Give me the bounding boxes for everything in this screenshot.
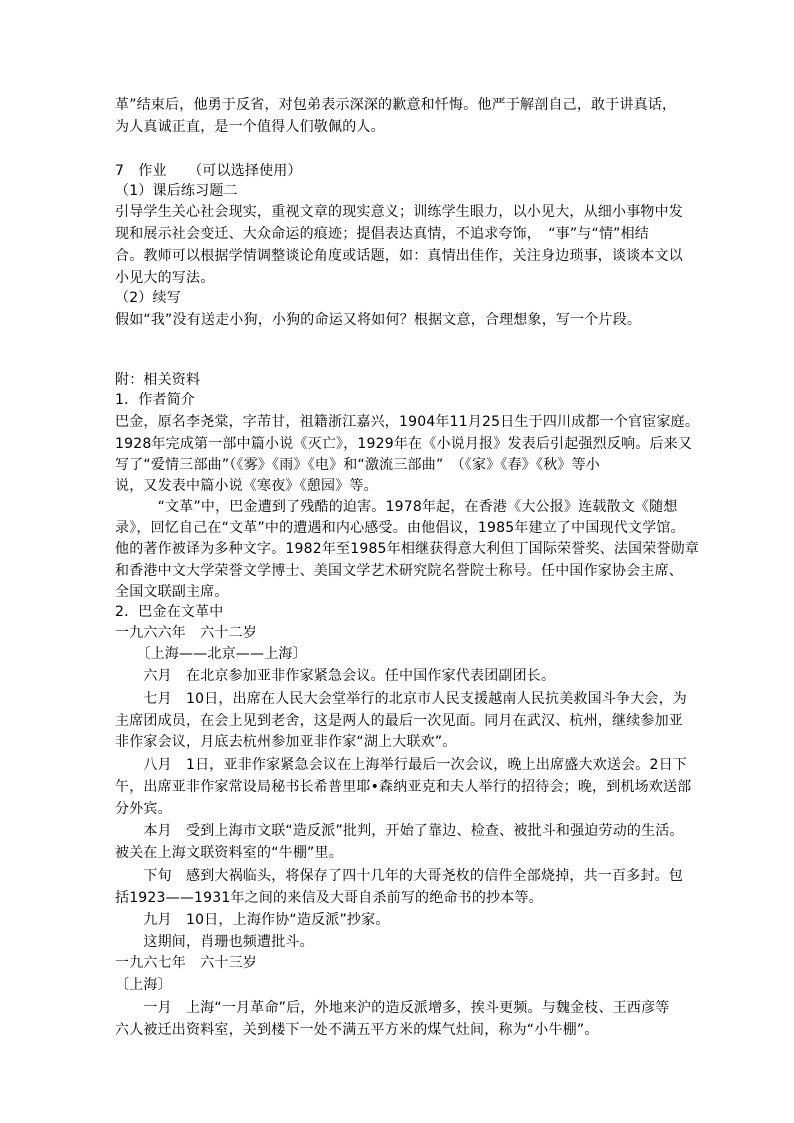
text-line: “文革”中，巴金遭到了残酷的迫害。1978年起，在香港《大公报》连载散文《随想 (115, 499, 678, 515)
text-line: 录》，回忆自己在“文革”中的遭遇和内心感受。由他倡议，1985年建立了中国现代文学馆。 (115, 520, 685, 536)
text-line: 八月 1日，亚非作家紧急会议在上海举行最后一次会议，晚上出席盛大欢送会。2日下 (115, 757, 688, 773)
text-line: 七月 10日，出席在人民大会堂举行的北京市人民支援越南人民抗美救国斗争大会，为 (115, 691, 688, 707)
text-line: 九月 10日，上海作协“造反派”抄家。 (115, 912, 390, 928)
text-line: 全国文联副主席。 (115, 584, 229, 600)
text-line: 〔上海——北京——上海〕 (115, 646, 307, 662)
text-line: 一月 上海“一月革命”后，外地来沪的造反派增多，挨斗更频。与魏金枝、王西彦等 (115, 1000, 670, 1016)
text-line: 〔上海〕 (115, 977, 172, 993)
text-line: 为人真诚正直，是一个值得人们敬佩的人。 (115, 119, 385, 135)
text-line: 这期间，肖珊也频遭批斗。 (115, 934, 314, 950)
text-line: 巴金，原名李尧棠，字芾甘，祖籍浙江嘉兴，1904年11月25日生于四川成都一个官宦家庭。 (115, 414, 700, 430)
text-line: 六人被迁出资料室，关到楼下一处不满五平方米的煤气灶间，称为“小牛棚”。 (115, 1022, 599, 1038)
text-line: 括1923——1931年之间的来信及大哥自杀前写的绝命书的抄本等。 (115, 890, 543, 906)
text-line: 分外宾。 (115, 801, 172, 817)
text-line: 引导学生关心社会现实，重视文章的现实意义；训练学生眼力，以小见大，从细小事物中发 (115, 204, 683, 220)
text-line: （1）课后练习题二 (115, 183, 238, 199)
section-heading: 7 作业 （可以选择使用） (115, 163, 302, 179)
text-line: 下旬 感到大祸临头，将保存了四十几年的大哥尧枚的信件全部烧掉，共一百多封。包 (115, 868, 683, 884)
text-line: 午，出席亚非作家常设局秘书长希普里耶•森纳亚克和夫人举行的招待会；晚，到机场欢送部 (115, 779, 692, 795)
text-line: 他的著作被译为多种文字。1982年至1985年相继获得意大利但丁国际荣誉奖、法国荣誉勋章 (115, 541, 700, 557)
text-line: 主席团成员，在会上见到老舍，这是两人的最后一次见面。同月在武汉、杭州，继续参加亚 (115, 713, 683, 729)
text-line: （2）续写 (115, 290, 181, 306)
text-line: 假如“我”没有送走小狗，小狗的命运又将如何？根据文意，合理想象，写一个片段。 (115, 312, 642, 328)
text-line: 一九六六年 六十二岁 (115, 625, 257, 641)
text-line: 1．作者简介 (115, 392, 196, 408)
text-line: 革”结束后，他勇于反省，对包弟表示深深的歉意和忏悔。他严于解剖自己，敢于讲真话， (115, 97, 677, 113)
text-line: 小见大的写法。 (115, 270, 215, 286)
text-line: 和香港中文大学荣誉文学博士、美国文学艺术研究院名誉院士称号。任中国作家协会主席、 (115, 563, 683, 579)
text-line: 本月 受到上海市文联“造反派”批判，开始了靠边、检查、被批斗和强迫劳动的生活。 (115, 823, 684, 839)
text-line: 说，又发表中篇小说《寒夜》《憩园》等。 (115, 478, 378, 494)
text-line: 非作家会议，月底去杭州参加亚非作家“湖上大联欢”。 (115, 734, 457, 750)
text-line: 合。教师可以根据学情调整谈论角度或话题，如：真情出佳作，关注身边琐事，谈谈本文以 (115, 248, 683, 264)
text-line: 1928年完成第一部中篇小说《灭亡》，1929年在《小说月报》发表后引起强烈反响。后来又 (115, 436, 693, 452)
appendix-heading: 附：相关资料 (115, 372, 201, 388)
text-line: 被关在上海文联资料室的“牛棚”里。 (115, 845, 343, 861)
text-line: 写了“爱情三部曲”（《雾》《雨》《电》和“激流三部曲” （《家》《春》《秋》等小 (115, 457, 601, 473)
text-line: 一九六七年 六十三岁 (115, 955, 257, 971)
text-line: 现和展示社会变迁、大众命运的痕迹；提倡表达真情，不追求夸饰， “事”与“情”相结 (115, 226, 650, 242)
text-line: 2．巴金在文革中 (115, 604, 224, 620)
text-line: 六月 在北京参加亚非作家紧急会议。任中国作家代表团副团长。 (115, 668, 556, 684)
